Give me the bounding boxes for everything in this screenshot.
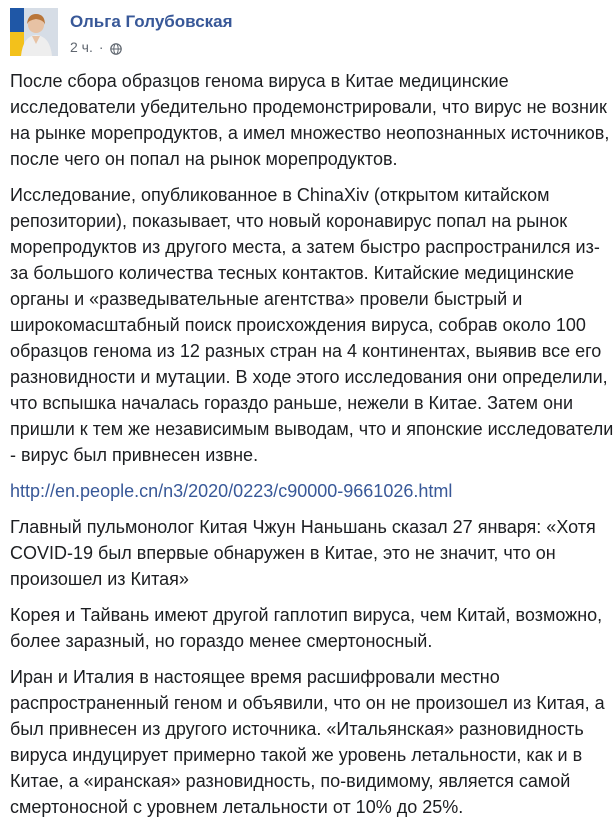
post-subline <box>70 38 233 56</box>
post-paragraph-4: Корея и Тайвань имеют другой гаплотип вируса, чем Китай, возможно, более заразный, но гораздо менее смертоносный. <box>10 605 603 651</box>
post-paragraph-1: После сбора образцов генома вируса в Китае медицинские исследователи убедительно продемонстрировали, что вирус не возник на рынке морепродуктов, а имел множество неопознанных источников, после чего он попал на рынок морепродуктов. <box>10 71 610 169</box>
post-paragraph-5: Иран и Италия в настоящее время расшифровали местно распространенный геном и объявили, что он не произошел из Китая, а был привнесен из другого источника. «Итальянская» разновидность вируса индуцирует примерно такой же уровень летальности, как и в Китае, а «иранская» разновидность, по-видимому, является самой смертоносной с уровнем летальности от 10% до 25%. <box>10 667 605 817</box>
post-header <box>10 8 233 58</box>
post-meta <box>70 8 233 56</box>
post-paragraph-3: Главный пульмонолог Китая Чжун Наньшань сказал 27 января: «Хотя COVID-19 был впервые обнаружен в Китае, это не значит, что он произошел из Китая» <box>10 517 596 589</box>
post-timestamp[interactable]: 2 ч. <box>70 39 93 55</box>
author-name[interactable]: Ольга Голубовская <box>70 12 233 31</box>
post-link[interactable]: http://en.people.cn/n3/2020/0223/c90000-9661026.html <box>10 481 453 501</box>
post-body <box>10 68 615 830</box>
avatar[interactable] <box>10 8 58 56</box>
separator-dot: · <box>98 39 104 55</box>
globe-icon[interactable] <box>110 41 122 53</box>
post-paragraph-2: Исследование, опубликованное в ChinaXiv (открытом китайском репозитории), показывает, что новый коронавирус попал на рынок морепродуктов из другого места, а затем быстро распространился из-за большого количества тесных контактов. Китайские медицинские органы и «разведывательные агентства» провели быстрый и широкомасштабный поиск происхождения вируса, собрав около 100 образцов генома из 12 разных стран на 4 континентах, выявив все его разновидности и мутации. В ходе этого исследования они определили, что вспышка началась гораздо раньше, нежели в Китае. Затем они пришли к тем же независимым выводам, что и японские исследователи - вирус был привнесен извне. <box>10 185 614 465</box>
avatar-image <box>10 8 58 56</box>
